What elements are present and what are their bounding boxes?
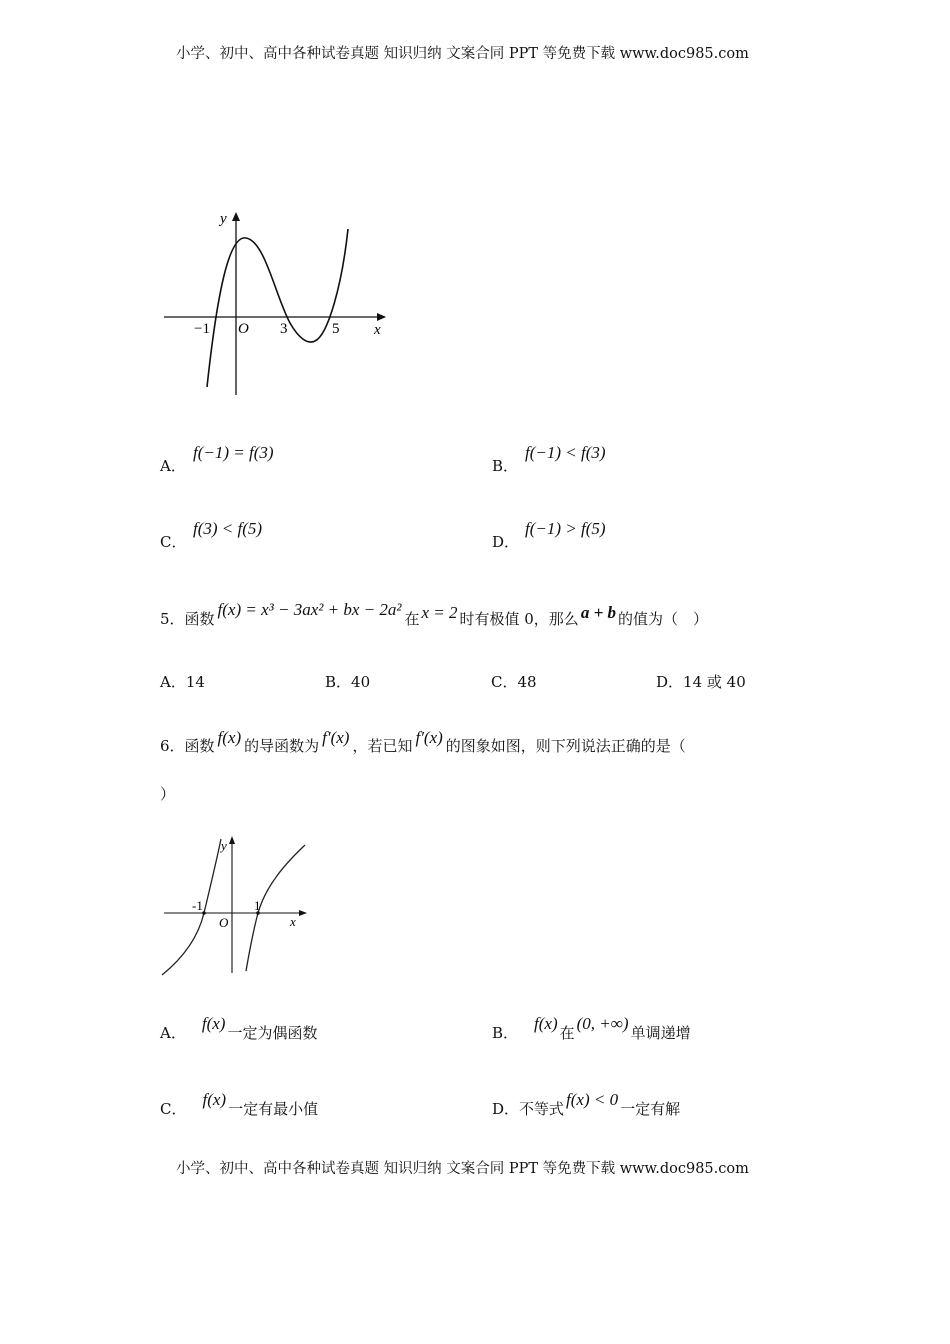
q5-stem — [160, 600, 709, 629]
q6-fpx-expr: f′(x) — [322, 728, 350, 747]
origin-label: O — [238, 321, 249, 337]
q5-option-d[interactable] — [656, 671, 746, 692]
option-text: 单调递增 — [630, 1024, 691, 1042]
x-axis-label: x — [374, 322, 381, 338]
q6-stem-close: ） — [160, 785, 176, 803]
option-letter: C． — [160, 533, 187, 551]
option-text: 一定有最小值 — [228, 1100, 319, 1118]
option-text: 一定为偶函数 — [227, 1024, 318, 1042]
option-expr: f(x) < 0 — [566, 1090, 619, 1109]
q5-option-c[interactable] — [491, 671, 537, 692]
q4-option-c-expr: f(3) < f(5) — [193, 519, 263, 538]
q5-ab-expr: a + b — [580, 603, 616, 622]
q6-text-known: ，若已知 — [352, 737, 413, 755]
x-axis-arrow-icon — [377, 313, 386, 321]
q5-function-expr: f(x) = x³ − 3ax² + bx − 2a² — [217, 600, 402, 619]
q5-text-extreme: 时有极值 0，那么 — [459, 610, 579, 628]
tick-label-neg1: -1 — [192, 898, 203, 913]
cubic-graph-figure — [160, 205, 390, 400]
q6-option-a[interactable] — [160, 1014, 318, 1043]
q4-option-b[interactable] — [492, 455, 518, 476]
option-text: 40 — [351, 673, 371, 691]
q5-text-at: 在 — [404, 610, 420, 628]
q5-number: 5．函数 — [160, 610, 215, 628]
option-letter: A． — [160, 673, 186, 691]
option-letter: C． — [491, 673, 518, 691]
cubic-curve — [207, 229, 348, 387]
tick-label-neg1: −1 — [194, 321, 210, 337]
option-letter: A． — [160, 457, 186, 475]
x-axis-label: x — [290, 914, 296, 929]
option-text: 48 — [517, 673, 537, 691]
option-letter: B． — [325, 673, 352, 691]
q6-text-tail: 的图象如图，则下列说法正确的是（ — [445, 737, 686, 755]
q6-stem — [160, 728, 686, 756]
q6-number: 6．函数 — [160, 737, 215, 755]
option-text: 14 — [185, 673, 205, 691]
option-letter: C． — [160, 1100, 187, 1118]
q6-fx-expr: f(x) — [217, 728, 242, 747]
option-letter: D． — [656, 673, 684, 691]
y-axis-label: y — [221, 838, 227, 853]
q4-option-d-expr: f(−1) > f(5) — [525, 519, 606, 538]
q6-option-b[interactable] — [492, 1014, 691, 1043]
option-letter: A． — [160, 1024, 186, 1042]
derivative-graph-figure — [158, 833, 308, 978]
y-axis-arrow-icon — [229, 836, 235, 844]
q5-text-end: 的值为（ ） — [618, 610, 709, 628]
tick-label-5: 5 — [332, 321, 340, 337]
q4-option-c[interactable] — [160, 531, 186, 552]
q6-text-derivative: 的导函数为 — [244, 737, 320, 755]
option-interval: (0, +∞) — [576, 1014, 629, 1033]
q6-option-c[interactable] — [160, 1090, 319, 1119]
y-axis-arrow-icon — [232, 212, 240, 221]
page-header: 小学、初中、高中各种试卷真题 知识归纳 文案合同 PPT 等免费下载 www.doc985.com — [176, 46, 749, 62]
option-letter: B． — [492, 457, 519, 475]
q4-option-b-expr: f(−1) < f(3) — [525, 443, 606, 462]
q4-option-d[interactable] — [492, 531, 519, 552]
origin-label: O — [219, 915, 229, 930]
option-text-pre: 不等式 — [519, 1100, 565, 1118]
y-axis-label: y — [220, 211, 227, 227]
q5-option-b[interactable] — [325, 671, 370, 692]
tick-label-3: 3 — [280, 321, 288, 337]
option-letter: D． — [492, 533, 520, 551]
option-letter: B． — [492, 1024, 519, 1042]
q4-option-a-expr: f(−1) = f(3) — [193, 443, 274, 462]
page-footer: 小学、初中、高中各种试卷真题 知识归纳 文案合同 PPT 等免费下载 www.doc985.com — [176, 1161, 749, 1177]
q5-condition-expr: x = 2 — [421, 603, 458, 622]
q6-fpx-expr-2: f′(x) — [415, 728, 443, 747]
option-text: 一定有解 — [620, 1100, 681, 1118]
tick-label-1: 1 — [254, 898, 261, 913]
option-expr: f(x) — [202, 1090, 227, 1109]
q4-option-a[interactable] — [160, 455, 186, 476]
option-text: 14 或 40 — [683, 673, 746, 691]
option-letter: D． — [492, 1100, 520, 1118]
q6-option-d[interactable] — [492, 1090, 681, 1119]
q5-option-a[interactable] — [160, 671, 205, 692]
option-expr: f(x) — [201, 1014, 226, 1033]
option-text-in: 在 — [559, 1024, 575, 1042]
option-expr: f(x) — [534, 1014, 558, 1033]
x-axis-arrow-icon — [299, 910, 307, 916]
